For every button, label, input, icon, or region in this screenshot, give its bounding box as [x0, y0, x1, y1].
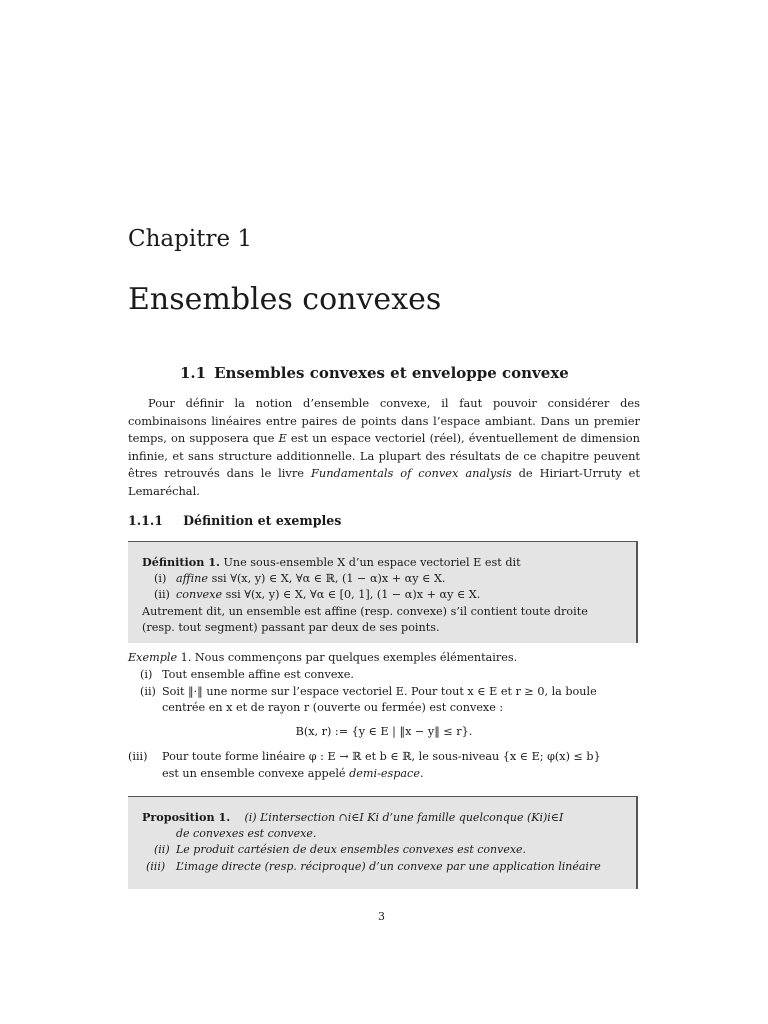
- definition-item-number: (ii): [154, 588, 170, 602]
- example-item-continuation: centrée en x et de rayon r (ouverte ou fermée) est convexe :: [162, 701, 504, 715]
- example-lead: Nous commençons par quelques exemples élémentaires.: [194, 651, 518, 664]
- definition-item-number: (i): [154, 572, 167, 586]
- example-item-text: .: [419, 766, 424, 780]
- proposition-item-text: Le produit cartésien de deux ensembles convexes est convexe.: [176, 843, 527, 857]
- example-item-number: (i): [140, 667, 153, 681]
- definition-heading: Définition 1.: [142, 555, 220, 569]
- section-heading: [180, 364, 569, 382]
- example-item-continuation: [128, 766, 640, 783]
- section-title: Ensembles convexes et enveloppe convexe: [214, 364, 569, 382]
- definition-item-convexe: [142, 587, 626, 603]
- example-number: 1.: [180, 651, 192, 664]
- proposition-item: [142, 859, 626, 875]
- proposition-item-text: L’intersection ∩i∈I Ki d’une famille quelconque (Ki)i∈I: [260, 811, 564, 824]
- ball-formula: B(x, r) := {y ∈ E | ‖x − y‖ ≤ r}.: [295, 725, 473, 739]
- chapter-title: Ensembles convexes: [128, 282, 442, 317]
- definition-lead: Une sous-ensemble X d’un espace vectoriel E est dit: [223, 556, 521, 569]
- example-item: [128, 684, 640, 701]
- example-item-text: Pour toute forme linéaire φ : E → ℝ et b ∈ ℝ, le sous-niveau {x ∈ E; φ(x) ≤ b}: [162, 749, 601, 763]
- definition-remark-line: (resp. tout segment) passant par deux de ses points.: [142, 620, 440, 634]
- subsection-number: 1.1.1: [128, 513, 164, 528]
- definition-term-affine: affine: [176, 572, 209, 586]
- intro-paragraph: [128, 395, 640, 501]
- proposition-item: [142, 842, 626, 858]
- definition-item-affine: [142, 571, 626, 587]
- page: [128, 0, 640, 1024]
- example-item-number: (iii): [128, 749, 148, 763]
- proposition-box: [128, 796, 638, 889]
- example-item: [128, 749, 640, 766]
- example-item-text: Soit ‖·‖ une norme sur l’espace vectoriel E. Pour tout x ∈ E et r ≥ 0, la boule: [162, 684, 597, 698]
- subsection-heading: [128, 513, 341, 528]
- page-number: 3: [378, 910, 385, 923]
- definition-item-text: ssi ∀(x, y) ∈ X, ∀α ∈ ℝ, (1 − α)x + αy ∈ X.: [211, 572, 446, 586]
- example-item-number: (ii): [140, 684, 156, 698]
- proposition-item-text: L’image directe (resp. réciproque) d’un convexe par une application linéaire: [176, 859, 601, 873]
- proposition-item-number: (ii): [154, 843, 170, 857]
- proposition-heading: Proposition 1.: [142, 810, 231, 824]
- example-heading: Exemple: [128, 651, 178, 664]
- example-item-text: Tout ensemble affine est convexe.: [162, 667, 354, 681]
- example-item-text: est un ensemble convexe appelé: [162, 766, 350, 780]
- example-item: [128, 667, 640, 684]
- example-block: [128, 650, 640, 783]
- chapter-label: Chapitre 1: [128, 226, 252, 252]
- proposition-item-number: (iii): [146, 859, 166, 873]
- definition-box: [128, 541, 638, 643]
- example-term-demi-espace: demi-espace: [349, 766, 420, 780]
- proposition-item-continuation: de convexes est convexe.: [176, 827, 317, 841]
- definition-term-convexe: convexe: [176, 588, 223, 602]
- intro-text-3: de Hiriart-Urruty et Lemaréchal.: [128, 466, 640, 498]
- intro-text-2: est un espace vectoriel (réel), éventuellement de dimension infinie, et sans structure additionnelle. La plupart des résultats de ce chapitre peuvent êtres retrouvés dans le livre: [128, 431, 640, 481]
- intro-var-e: E: [278, 431, 287, 446]
- section-number: 1.1: [180, 364, 207, 382]
- subsection-title: Définition et exemples: [183, 513, 342, 528]
- intro-book-title: Fundamentals of convex analysis: [310, 466, 512, 481]
- proposition-item-number: (i): [244, 811, 257, 824]
- definition-item-text: ssi ∀(x, y) ∈ X, ∀α ∈ [0, 1], (1 − α)x + αy ∈ X.: [225, 588, 481, 602]
- definition-remark-line: Autrement dit, un ensemble est affine (resp. convexe) s’il contient toute droite: [142, 604, 588, 618]
- intro-text-1: Pour définir la notion d’ensemble convexe, il faut pouvoir considérer des combinaisons linéaires entre paires de points dans l’espace ambiant. Dans un premier temps, on supposera que: [128, 396, 640, 446]
